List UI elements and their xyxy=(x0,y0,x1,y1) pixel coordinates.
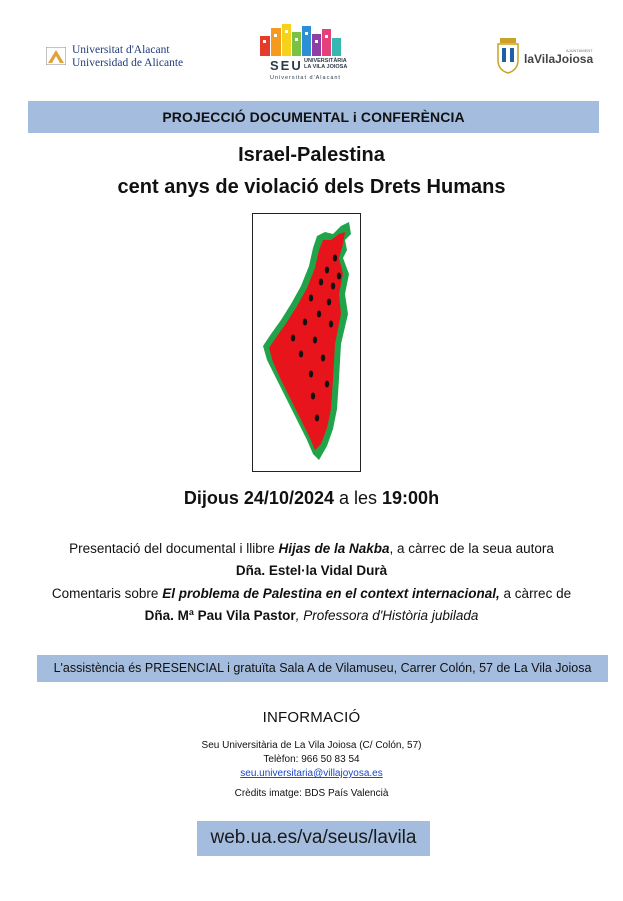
ua-line2: Universidad de Alicante xyxy=(72,57,184,69)
speaker2-role: , Professora d'Història jubilada xyxy=(295,608,479,623)
seu-sub-text xyxy=(304,58,347,70)
seu-buildings-icon xyxy=(254,22,358,56)
universitat-alacant-logo xyxy=(46,42,196,72)
info-email-link[interactable]: seu.universitaria@villajoyosa.es xyxy=(240,768,383,779)
program-line3-prefix: Comentaris sobre xyxy=(51,586,163,601)
header-band xyxy=(28,101,599,133)
program-line3-suffix: a càrrec de xyxy=(499,586,572,601)
program-line1-suffix: , a càrrec de la seua autora xyxy=(389,541,554,556)
watermelon-map-image xyxy=(252,213,361,472)
program-line1-prefix: Presentació del documental i llibre xyxy=(69,541,279,556)
ua-logo-icon xyxy=(46,47,66,65)
seu-sub-line1: UNIVERSITÀRIA xyxy=(304,58,347,64)
title-line2: cent anys de violació dels Drets Humans xyxy=(117,176,506,198)
vila-small-text: AJUNTAMENT xyxy=(566,48,593,53)
talk-title: El problema de Palestina en el context internacional, xyxy=(162,586,500,601)
attendance-band xyxy=(37,655,608,682)
info-phone: Telèfon: 966 50 83 54 xyxy=(263,754,360,765)
event-date-time xyxy=(0,488,623,509)
attendance-text: L'assistència és PRESENCIAL i gratuïta Sala A de Vilamuseu, Carrer Colón, 57 de La Vila Joiosa xyxy=(53,661,592,675)
vila-joiosa-logo xyxy=(494,38,594,76)
header-label: PROJECCIÓ DOCUMENTAL i CONFERÈNCIA xyxy=(162,109,465,125)
speaker2: Dña. Mª Pau Vila Pastor xyxy=(144,608,296,623)
seu-sub-line2: LA VILA JOIOSA xyxy=(304,64,348,70)
seu-universitaria-logo xyxy=(248,22,363,84)
seu-tagline: Universitat d'Alacant xyxy=(270,75,341,81)
book-title: Hijas de la Nakba xyxy=(278,541,390,556)
speaker1-name xyxy=(0,562,623,580)
website-band xyxy=(197,821,430,856)
speaker2-line xyxy=(0,607,623,625)
info-address: Seu Universitària de La Vila Joiosa (C/ Colón, 57) xyxy=(201,740,422,751)
speaker1: Dña. Estel·la Vidal Durà xyxy=(235,563,388,578)
event-date: Dijous 24/10/2024 xyxy=(183,488,334,508)
title-line1: Israel-Palestina xyxy=(238,144,385,166)
image-credits: Crèdits imatge: BDS País Valencià xyxy=(234,788,389,799)
vila-name-text: laVilaJoiosa xyxy=(524,52,594,66)
watermelon-palestine-icon xyxy=(253,214,360,471)
website-link[interactable]: web.ua.es/va/seus/lavila xyxy=(210,827,417,848)
ua-logo-text xyxy=(72,44,183,70)
event-connector: a les xyxy=(334,488,383,508)
coat-of-arms-icon xyxy=(496,38,520,74)
program-line1 xyxy=(0,540,623,558)
ua-line1: Universitat d'Alacant xyxy=(72,44,170,56)
seu-main-text: SEU xyxy=(270,58,303,73)
event-time: 19:00h xyxy=(382,488,440,508)
info-heading: INFORMACIÓ xyxy=(262,709,361,726)
program-line3 xyxy=(0,585,623,603)
